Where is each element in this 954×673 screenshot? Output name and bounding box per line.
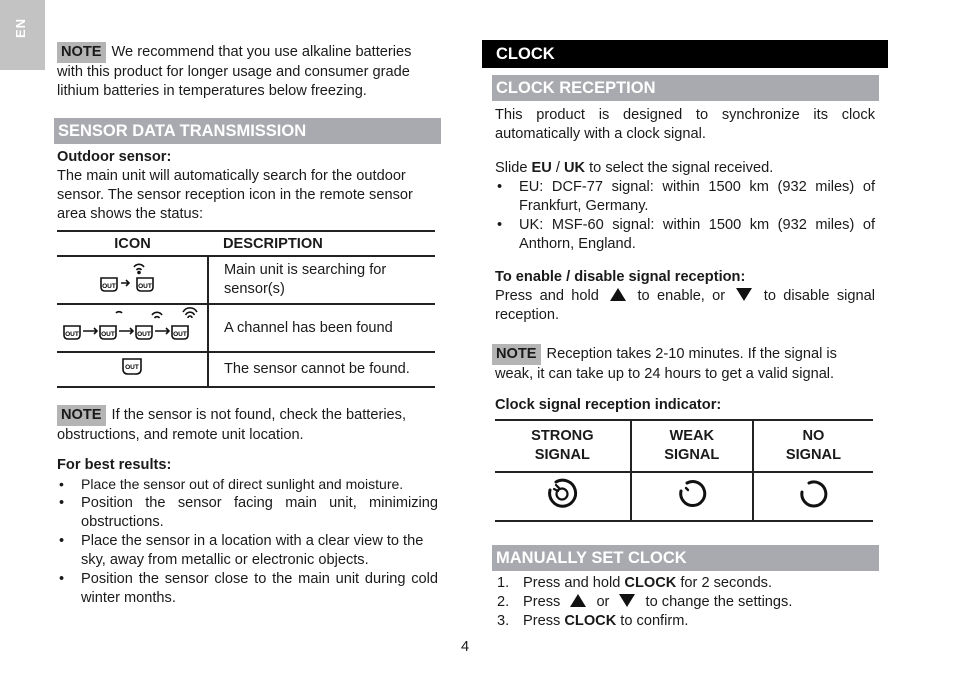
out-label: OUT: [125, 363, 139, 371]
header-line: NO: [802, 428, 825, 444]
section-title-clock: CLOCK: [482, 40, 888, 68]
left-note-battery: [57, 42, 438, 101]
note-label: NOTE: [492, 344, 541, 365]
step-number: 2.: [497, 594, 510, 610]
step-text: for 2 seconds.: [676, 575, 773, 591]
list-item: [495, 574, 875, 593]
step-text: to confirm.: [616, 613, 689, 629]
header-line: SIGNAL: [534, 447, 590, 463]
note-sensor-text: If the sensor is not found, check the batteries, obstructions, and remote unit location.: [57, 407, 407, 443]
sensor-icon-table: [57, 230, 435, 388]
manual-steps: [495, 574, 875, 631]
header-line: WEAK: [669, 428, 715, 444]
step-text: Press: [523, 613, 565, 629]
clock-button-label: CLOCK: [624, 575, 677, 591]
list-item: • EU: DCF-77 signal: within 1500 km (932 miles) of Frankfurt, Germany.: [495, 178, 875, 216]
slide-text: to select the signal received.: [585, 160, 774, 176]
list-item: • Position the sensor facing main unit, minimizing obstructions.: [57, 494, 438, 532]
step-text: Press and hold: [523, 575, 625, 591]
up-arrow-icon: [610, 288, 626, 301]
header-line: STRONG: [531, 428, 594, 444]
note-reception-text: Reception takes 2-10 minutes. If the signal is weak, it can take up to 24 hours to get a valid signal.: [495, 346, 837, 382]
clock-reception-text: This product is designed to synchronize its clock automatically with a clock signal.: [495, 107, 875, 142]
step-text: or: [596, 594, 610, 610]
signal-indicator-table: [495, 419, 873, 522]
down-arrow-icon: [619, 594, 635, 607]
step-number: 1.: [497, 575, 510, 591]
sensor-channel-found-icon: [57, 304, 208, 352]
section-title-manual-clock: MANUALLY SET CLOCK: [492, 545, 879, 571]
out-label: OUT: [173, 331, 187, 338]
uk-label: UK: [563, 160, 586, 176]
enable-heading: To enable / disable signal reception:: [495, 269, 746, 285]
table-cell-description: A channel has been found: [208, 304, 435, 352]
language-tab: [0, 0, 45, 70]
note-label: NOTE: [57, 42, 106, 63]
page-number: 4: [461, 639, 470, 655]
table-row: [57, 256, 435, 304]
list-item: • Place the sensor in a location with a clear view to the sky, away from metallic or electronic objects.: [57, 532, 438, 570]
header-weak-signal: [631, 420, 753, 472]
header-strong-signal: [495, 420, 631, 472]
weak-signal-icon: [631, 472, 753, 521]
sensor-not-found-icon: [57, 352, 208, 387]
out-label: OUT: [65, 331, 79, 338]
enable-block: [495, 268, 875, 325]
table-row: [57, 352, 435, 387]
right-note-reception: [495, 344, 875, 384]
indicator-heading: Clock signal reception indicator:: [495, 397, 722, 413]
table-row: [57, 304, 435, 352]
step-text: Press: [523, 594, 561, 610]
section-title-clock-reception: CLOCK RECEPTION: [492, 75, 879, 101]
up-arrow-icon: [570, 594, 586, 607]
list-item: • UK: MSF-60 signal: within 1500 km (932 miles) of Anthorn, England.: [495, 216, 875, 254]
header-no-signal: [753, 420, 873, 472]
sensor-searching-icon: [57, 256, 208, 304]
slide-text: Slide: [495, 160, 532, 176]
enable-text: to disable signal reception.: [495, 288, 875, 323]
list-item: [495, 593, 875, 612]
header-line: SIGNAL: [664, 447, 720, 463]
best-results-block: [57, 456, 438, 608]
down-arrow-icon: [736, 288, 752, 301]
header-line: SIGNAL: [785, 447, 842, 463]
outdoor-sensor-block: [57, 148, 438, 224]
table-cell-description: The sensor cannot be found.: [208, 352, 435, 387]
enable-text: to enable, or: [637, 288, 726, 304]
out-label: OUT: [137, 331, 151, 338]
slide-separator: /: [551, 160, 564, 176]
left-note-sensor: [57, 405, 438, 445]
strong-signal-icon: [495, 472, 631, 521]
enable-text: Press and hold: [495, 288, 599, 304]
note-label: NOTE: [57, 405, 106, 426]
eu-label: EU: [531, 160, 552, 176]
table-cell-description: Main unit is searching for sensor(s): [208, 256, 435, 304]
best-results-heading: For best results:: [57, 457, 172, 473]
out-label: OUT: [138, 283, 152, 290]
table-header-description: DESCRIPTION: [208, 231, 435, 256]
language-tab-label: EN: [13, 17, 28, 38]
out-label: OUT: [101, 331, 115, 338]
section-title-sensor: SENSOR DATA TRANSMISSION: [54, 118, 441, 144]
out-label: OUT: [102, 283, 116, 290]
outdoor-sensor-heading: Outdoor sensor:: [57, 149, 172, 165]
step-number: 3.: [497, 613, 510, 629]
no-signal-icon: [753, 472, 873, 521]
clock-button-label: CLOCK: [564, 613, 617, 629]
table-header-icon: ICON: [57, 231, 208, 256]
list-item: • Position the sensor close to the main unit during cold winter months.: [57, 570, 438, 608]
outdoor-sensor-text: The main unit will automatically search for the outdoor sensor. The sensor reception icon in the remote sensor area shows the status:: [57, 168, 413, 222]
list-item: [495, 612, 875, 631]
note-battery-text: We recommend that you use alkaline batteries with this product for longer usage and consumer grade lithium batteries in temperatures below freezing.: [57, 44, 412, 99]
step-text: to change the settings.: [645, 594, 793, 610]
list-item: • Place the sensor out of direct sunlight and moisture.: [57, 475, 438, 494]
signal-select-block: [495, 159, 875, 254]
